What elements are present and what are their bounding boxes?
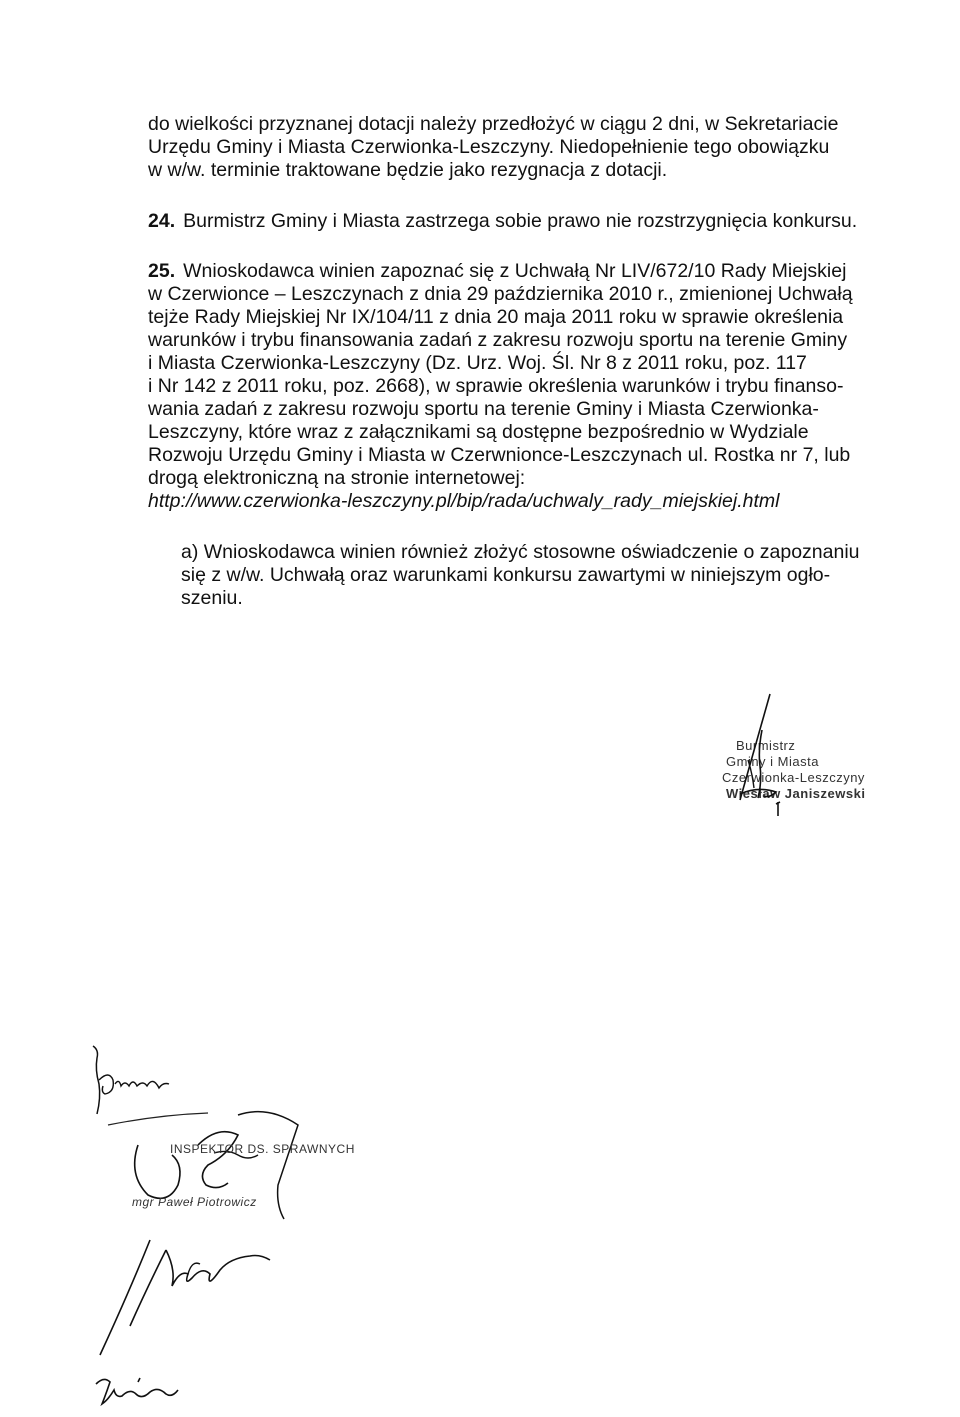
stamp-line: Czerwionka-Leszczyny (722, 770, 865, 785)
item-text: Wnioskodawca winien zapoznać się z Uchwałą Nr LIV/672/10 Rady Miejskiej (183, 260, 847, 282)
item-number: 25. (148, 260, 176, 282)
text-line: a) Wnioskodawca winien również złożyć stosowne oświadczenie o zapoznaniu (181, 541, 860, 563)
inspector-stamp-name: mgr Paweł Piotrowicz (132, 1195, 257, 1209)
text-line: wania zadań z zakresu rozwoju sportu na terenie Gminy i Miasta Czerwionka- (148, 398, 819, 420)
text-line: szeniu. (181, 587, 243, 609)
item-24 (148, 210, 908, 233)
handwritten-note (92, 1370, 182, 1410)
intro-paragraph (148, 113, 908, 182)
text-line: Rozwoju Urzędu Gminy i Miasta w Czerwnionce-Leszczynach ul. Rostka nr 7, lub (148, 444, 851, 466)
text-line: się z w/w. Uchwałą oraz warunkami konkursu zawartymi w niniejszym ogło- (181, 564, 831, 586)
item-number: 24. (148, 210, 176, 232)
text-line: i Nr 142 z 2011 roku, poz. 2668), w sprawie określenia warunków i trybu finanso- (148, 375, 844, 397)
item-text: Burmistrz Gminy i Miasta zastrzega sobie prawo nie rozstrzygnięcia konkursu. (183, 210, 858, 232)
text-line: w Czerwionce – Leszczynach z dnia 29 października 2010 r., zmienionej Uchwałą (148, 283, 853, 305)
stamp-line: Gminy i Miasta (726, 754, 819, 769)
handwritten-signature (80, 1230, 280, 1360)
text-line: do wielkości przyznanej dotacji należy przedłożyć w ciągu 2 dni, w Sekretariacie (148, 113, 839, 135)
item-25 (148, 260, 908, 513)
text-line: drogą elektroniczną na stronie internetowej: (148, 467, 526, 489)
text-line: tejże Rady Miejskiej Nr IX/104/11 z dnia 20 maja 2011 roku w sprawie określenia (148, 306, 844, 328)
mayor-signature (700, 690, 840, 830)
url-link[interactable]: http://www.czerwionka-leszczyny.pl/bip/rada/uchwaly_rady_miejskiej.html (148, 490, 780, 512)
item-a (181, 541, 901, 610)
stamp-line: Wiesław Janiszewski (726, 786, 866, 801)
text-line: w w/w. terminie traktowane będzie jako rezygnacja z dotacji. (148, 159, 668, 181)
stamp-line: Burmistrz (736, 738, 796, 753)
text-line: Leszczyny, które wraz z załącznikami są dostępne bezpośrednio w Wydziale (148, 421, 809, 443)
text-line: warunków i trybu finansowania zadań z zakresu rozwoju sportu na terenie Gminy (148, 329, 848, 351)
text-line: Urzędu Gminy i Miasta Czerwionka-Leszczyny. Niedopełnienie tego obowiązku (148, 136, 830, 158)
text-line: i Miasta Czerwionka-Leszczyny (Dz. Urz. Woj. Śl. Nr 8 z 2011 roku, poz. 117 (148, 352, 807, 374)
inspector-stamp-title: INSPEKTOR DS. SPRAWNYCH (170, 1142, 355, 1156)
